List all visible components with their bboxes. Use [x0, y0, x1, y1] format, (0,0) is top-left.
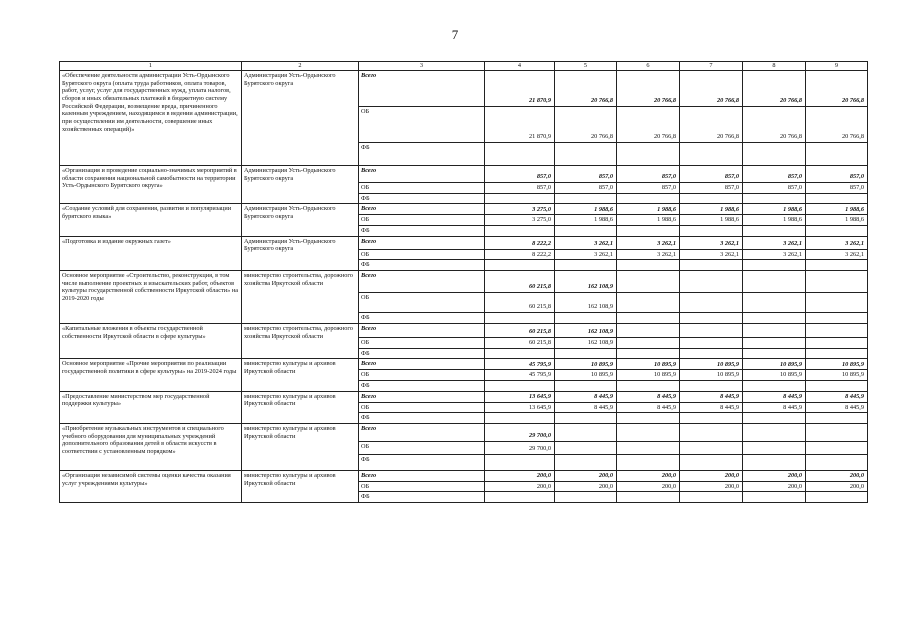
amount-cell — [680, 424, 743, 442]
amount-cell: 1 988,6 — [743, 204, 806, 215]
amount-cell: 8 445,9 — [806, 391, 868, 402]
amount-cell: 1 988,6 — [555, 204, 617, 215]
amount-cell: 200,0 — [680, 481, 743, 492]
amount-cell — [680, 193, 743, 204]
amount-cell: 3 262,1 — [743, 236, 806, 249]
amount-cell: 200,0 — [555, 471, 617, 482]
amount-cell — [743, 338, 806, 349]
amount-cell — [555, 226, 617, 237]
measure-name: Основное мероприятие «Прочие мероприятия по реализации государственной политики в сфере культуры» на 2019-2024 годы — [60, 359, 242, 391]
amount-cell: 200,0 — [743, 471, 806, 482]
column-number-header: 8 — [743, 62, 806, 71]
amount-cell: 200,0 — [485, 471, 555, 482]
amount-cell: 10 895,9 — [806, 370, 868, 381]
amount-cell: 8 222,2 — [485, 236, 555, 249]
amount-cell: 3 262,1 — [555, 236, 617, 249]
funding-source-label: ОБ — [359, 370, 485, 381]
amount-cell: 10 895,9 — [555, 359, 617, 370]
amount-cell — [617, 143, 680, 166]
amount-cell: 3 262,1 — [555, 249, 617, 260]
amount-cell — [555, 442, 617, 455]
column-number-header: 1 — [60, 62, 242, 71]
funding-source-label: ФБ — [359, 260, 485, 271]
amount-cell: 1 988,6 — [617, 204, 680, 215]
funding-source-label: ФБ — [359, 313, 485, 324]
amount-cell — [617, 348, 680, 359]
funding-source-label: ОБ — [359, 402, 485, 413]
amount-cell — [743, 226, 806, 237]
table-row — [60, 166, 868, 183]
table-row — [60, 471, 868, 482]
amount-cell — [680, 313, 743, 324]
amount-cell — [680, 381, 743, 392]
amount-cell — [806, 424, 868, 442]
amount-cell: 3 262,1 — [617, 236, 680, 249]
amount-cell: 8 445,9 — [806, 402, 868, 413]
amount-cell — [617, 442, 680, 455]
funding-source-label: ФБ — [359, 455, 485, 471]
funding-source-label: ОБ — [359, 293, 485, 313]
amount-cell — [485, 143, 555, 166]
funding-source-label: ОБ — [359, 215, 485, 226]
amount-cell: 20 766,8 — [617, 107, 680, 143]
amount-cell: 3 275,0 — [485, 204, 555, 215]
amount-cell: 29 700,0 — [485, 442, 555, 455]
amount-cell — [743, 413, 806, 424]
amount-cell: 8 445,9 — [555, 402, 617, 413]
amount-cell: 21 870,9 — [485, 71, 555, 107]
amount-cell: 1 988,6 — [680, 215, 743, 226]
amount-cell — [485, 413, 555, 424]
table-row — [60, 71, 868, 107]
amount-cell: 200,0 — [555, 481, 617, 492]
executor-name: министерство строительства, дорожного хозяйства Иркутской области — [242, 271, 359, 324]
amount-cell: 10 895,9 — [680, 370, 743, 381]
amount-cell: 1 988,6 — [743, 215, 806, 226]
amount-cell: 162 108,9 — [555, 271, 617, 293]
amount-cell — [680, 226, 743, 237]
amount-cell — [743, 381, 806, 392]
amount-cell: 8 445,9 — [617, 391, 680, 402]
amount-cell: 60 215,8 — [485, 271, 555, 293]
amount-cell: 857,0 — [617, 166, 680, 183]
column-number-row — [60, 62, 868, 71]
amount-cell: 162 108,9 — [555, 324, 617, 338]
amount-cell — [743, 293, 806, 313]
column-number-header: 4 — [485, 62, 555, 71]
amount-cell: 8 445,9 — [743, 402, 806, 413]
amount-cell — [743, 143, 806, 166]
amount-cell — [485, 348, 555, 359]
amount-cell: 8 445,9 — [680, 402, 743, 413]
amount-cell: 60 215,8 — [485, 324, 555, 338]
amount-cell — [555, 313, 617, 324]
amount-cell: 200,0 — [617, 481, 680, 492]
amount-cell — [743, 455, 806, 471]
budget-table — [59, 61, 868, 503]
funding-source-label: Всего — [359, 391, 485, 402]
amount-cell: 857,0 — [806, 166, 868, 183]
amount-cell — [806, 492, 868, 503]
amount-cell: 3 275,0 — [485, 215, 555, 226]
amount-cell — [680, 293, 743, 313]
amount-cell — [743, 260, 806, 271]
amount-cell: 10 895,9 — [617, 359, 680, 370]
measure-name: «Организация и проведение социально-значимых мероприятий в области сохранения национальной самобытности на территории Усть-Ордынского Бурятского округа» — [60, 166, 242, 204]
amount-cell — [806, 381, 868, 392]
amount-cell — [806, 338, 868, 349]
amount-cell: 1 988,6 — [806, 204, 868, 215]
amount-cell: 45 795,9 — [485, 359, 555, 370]
amount-cell: 10 895,9 — [680, 359, 743, 370]
amount-cell: 1 988,6 — [555, 215, 617, 226]
funding-source-label: Всего — [359, 71, 485, 107]
amount-cell: 3 262,1 — [806, 249, 868, 260]
amount-cell — [617, 226, 680, 237]
amount-cell: 3 262,1 — [743, 249, 806, 260]
amount-cell: 857,0 — [617, 183, 680, 194]
funding-source-label: Всего — [359, 424, 485, 442]
amount-cell — [555, 143, 617, 166]
funding-source-label: ОБ — [359, 249, 485, 260]
executor-name: министерство культуры и архивов Иркутской области — [242, 471, 359, 503]
amount-cell: 20 766,8 — [555, 107, 617, 143]
amount-cell — [680, 442, 743, 455]
amount-cell — [617, 313, 680, 324]
amount-cell: 20 766,8 — [680, 107, 743, 143]
amount-cell — [680, 271, 743, 293]
amount-cell — [555, 455, 617, 471]
amount-cell: 8 445,9 — [617, 402, 680, 413]
amount-cell — [743, 193, 806, 204]
executor-name: министерство культуры и архивов Иркутской области — [242, 424, 359, 471]
amount-cell: 857,0 — [806, 183, 868, 194]
amount-cell: 857,0 — [680, 183, 743, 194]
amount-cell — [680, 455, 743, 471]
amount-cell — [485, 492, 555, 503]
amount-cell — [680, 143, 743, 166]
measure-name: «Предоставление министерством мер государственной поддержки культуры» — [60, 391, 242, 423]
column-number-header: 7 — [680, 62, 743, 71]
amount-cell: 857,0 — [555, 166, 617, 183]
measure-name: «Создание условий для сохранения, развития и популяризации бурятского языка» — [60, 204, 242, 236]
amount-cell: 200,0 — [806, 471, 868, 482]
amount-cell: 60 215,8 — [485, 293, 555, 313]
amount-cell — [617, 424, 680, 442]
amount-cell — [806, 143, 868, 166]
amount-cell: 200,0 — [485, 481, 555, 492]
amount-cell: 20 766,8 — [806, 107, 868, 143]
funding-source-label: ФБ — [359, 413, 485, 424]
amount-cell — [617, 271, 680, 293]
funding-source-label: Всего — [359, 204, 485, 215]
amount-cell: 200,0 — [680, 471, 743, 482]
column-number-header: 3 — [359, 62, 485, 71]
amount-cell — [555, 424, 617, 442]
amount-cell: 60 215,8 — [485, 338, 555, 349]
funding-source-label: ФБ — [359, 193, 485, 204]
amount-cell: 20 766,8 — [617, 71, 680, 107]
column-number-header: 6 — [617, 62, 680, 71]
funding-source-label: ОБ — [359, 481, 485, 492]
amount-cell: 21 870,9 — [485, 107, 555, 143]
amount-cell: 8 445,9 — [743, 391, 806, 402]
amount-cell — [617, 492, 680, 503]
table-row — [60, 359, 868, 370]
funding-source-label: ОБ — [359, 442, 485, 455]
funding-source-label: Всего — [359, 324, 485, 338]
amount-cell: 8 222,2 — [485, 249, 555, 260]
amount-cell — [555, 348, 617, 359]
table-row — [60, 424, 868, 442]
amount-cell: 45 795,9 — [485, 370, 555, 381]
amount-cell — [617, 413, 680, 424]
amount-cell: 20 766,8 — [806, 71, 868, 107]
amount-cell: 200,0 — [806, 481, 868, 492]
amount-cell: 162 108,9 — [555, 293, 617, 313]
executor-name: Администрация Усть-Ордынского Бурятского округа — [242, 71, 359, 166]
amount-cell — [485, 260, 555, 271]
amount-cell — [617, 260, 680, 271]
measure-name: Основное мероприятие «Строительство, реконструкция, в том числе выполнение проектных и изыскательских работ, объектов культуры государственной собственности Иркутской области» на 2019-2020 годы — [60, 271, 242, 324]
amount-cell: 10 895,9 — [743, 370, 806, 381]
amount-cell — [555, 492, 617, 503]
funding-source-label: Всего — [359, 359, 485, 370]
amount-cell — [806, 271, 868, 293]
column-number-header: 5 — [555, 62, 617, 71]
amount-cell — [806, 260, 868, 271]
amount-cell — [680, 492, 743, 503]
measure-name: «Приобретение музыкальных инструментов и специального учебного оборудования для муниципальных учреждений дополнительного образования детей в области искусств в соответствии с установленным порядком» — [60, 424, 242, 471]
amount-cell: 1 988,6 — [680, 204, 743, 215]
amount-cell — [680, 260, 743, 271]
amount-cell: 857,0 — [555, 183, 617, 194]
amount-cell — [743, 348, 806, 359]
amount-cell — [743, 424, 806, 442]
amount-cell — [806, 324, 868, 338]
amount-cell — [806, 293, 868, 313]
amount-cell: 3 262,1 — [680, 236, 743, 249]
funding-source-label: Всего — [359, 271, 485, 293]
funding-source-label: ФБ — [359, 226, 485, 237]
amount-cell: 857,0 — [743, 166, 806, 183]
amount-cell — [617, 193, 680, 204]
amount-cell: 1 988,6 — [617, 215, 680, 226]
table-row — [60, 271, 868, 293]
amount-cell — [806, 348, 868, 359]
amount-cell — [806, 193, 868, 204]
funding-source-label: Всего — [359, 166, 485, 183]
amount-cell — [743, 313, 806, 324]
amount-cell: 857,0 — [485, 183, 555, 194]
amount-cell: 10 895,9 — [617, 370, 680, 381]
amount-cell: 857,0 — [680, 166, 743, 183]
funding-source-label: ФБ — [359, 381, 485, 392]
funding-source-label: ФБ — [359, 348, 485, 359]
amount-cell — [743, 271, 806, 293]
amount-cell — [806, 455, 868, 471]
funding-source-label: ОБ — [359, 107, 485, 143]
amount-cell — [680, 338, 743, 349]
amount-cell: 3 262,1 — [680, 249, 743, 260]
amount-cell — [485, 193, 555, 204]
executor-name: Администрация Усть-Ордынского Бурятского округа — [242, 166, 359, 204]
amount-cell — [680, 324, 743, 338]
amount-cell: 20 766,8 — [743, 107, 806, 143]
amount-cell: 13 645,9 — [485, 402, 555, 413]
measure-name: «Капитальные вложения в объекты государственной собственности Иркутской области в сфере культуры» — [60, 324, 242, 359]
measure-name: «Организация независимой системы оценки качества оказания услуг учреждениями культуры» — [60, 471, 242, 503]
amount-cell: 8 445,9 — [555, 391, 617, 402]
amount-cell: 10 895,9 — [806, 359, 868, 370]
column-number-header: 9 — [806, 62, 868, 71]
amount-cell: 13 645,9 — [485, 391, 555, 402]
amount-cell: 162 108,9 — [555, 338, 617, 349]
column-number-header: 2 — [242, 62, 359, 71]
executor-name: Администрация Усть-Ордынского Бурятского округа — [242, 204, 359, 236]
amount-cell: 20 766,8 — [680, 71, 743, 107]
amount-cell — [743, 492, 806, 503]
amount-cell — [555, 193, 617, 204]
funding-source-label: ФБ — [359, 143, 485, 166]
amount-cell — [555, 260, 617, 271]
table-row — [60, 391, 868, 402]
amount-cell — [555, 381, 617, 392]
amount-cell: 3 262,1 — [617, 249, 680, 260]
amount-cell: 10 895,9 — [555, 370, 617, 381]
executor-name: министерство культуры и архивов Иркутской области — [242, 391, 359, 423]
amount-cell — [485, 313, 555, 324]
amount-cell — [617, 381, 680, 392]
amount-cell — [485, 226, 555, 237]
table-row — [60, 236, 868, 249]
amount-cell — [806, 442, 868, 455]
amount-cell: 3 262,1 — [806, 236, 868, 249]
amount-cell — [617, 455, 680, 471]
amount-cell: 857,0 — [743, 183, 806, 194]
funding-source-label: ОБ — [359, 338, 485, 349]
amount-cell: 857,0 — [485, 166, 555, 183]
amount-cell: 29 700,0 — [485, 424, 555, 442]
amount-cell — [806, 413, 868, 424]
amount-cell — [617, 293, 680, 313]
funding-source-label: ОБ — [359, 183, 485, 194]
executor-name: Администрация Усть-Ордынского Бурятского округа — [242, 236, 359, 270]
amount-cell — [680, 348, 743, 359]
executor-name: министерство строительства, дорожного хозяйства Иркутской области — [242, 324, 359, 359]
table-row — [60, 324, 868, 338]
amount-cell — [806, 313, 868, 324]
amount-cell — [743, 324, 806, 338]
measure-name: «Подготовка и издание окружных газет» — [60, 236, 242, 270]
amount-cell: 10 895,9 — [743, 359, 806, 370]
table-row — [60, 204, 868, 215]
amount-cell — [617, 338, 680, 349]
amount-cell — [485, 455, 555, 471]
amount-cell: 8 445,9 — [680, 391, 743, 402]
funding-source-label: ФБ — [359, 492, 485, 503]
funding-source-label: Всего — [359, 471, 485, 482]
amount-cell: 200,0 — [743, 481, 806, 492]
amount-cell: 1 988,6 — [806, 215, 868, 226]
amount-cell — [485, 381, 555, 392]
amount-cell — [680, 413, 743, 424]
funding-source-label: Всего — [359, 236, 485, 249]
amount-cell — [806, 226, 868, 237]
amount-cell — [743, 442, 806, 455]
page-number: 7 — [451, 27, 459, 42]
amount-cell: 20 766,8 — [555, 71, 617, 107]
amount-cell — [617, 324, 680, 338]
amount-cell: 200,0 — [617, 471, 680, 482]
executor-name: министерство культуры и архивов Иркутской области — [242, 359, 359, 391]
amount-cell — [555, 413, 617, 424]
amount-cell: 20 766,8 — [743, 71, 806, 107]
measure-name: «Обеспечение деятельности администрации Усть-Ордынского Бурятского округа (оплата труда работников, оплата товаров, работ, услуг, услуг для государственных нужд, уплата налогов, сборов и иных обязательных платежей в бюджетную систему Российской Федерации, возмещение вреда, причиненного казенным учреждением, находящимся в ведении администрации, при осуществлении им деятельности, совершение иных хозяйственных операций)» — [60, 71, 242, 166]
